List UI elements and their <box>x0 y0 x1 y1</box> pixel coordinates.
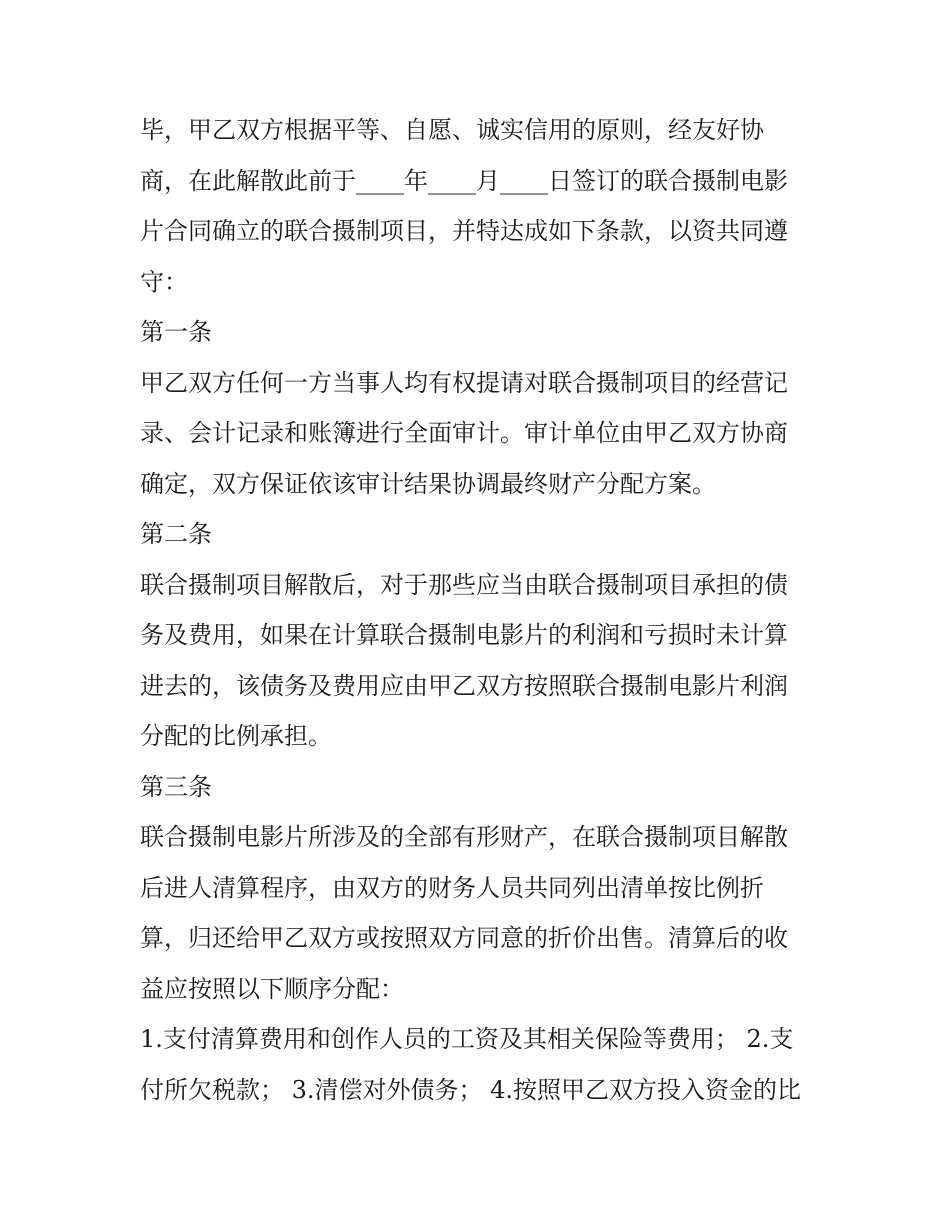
text-line: 守： <box>140 267 188 296</box>
article-heading-3: 第三条 <box>140 772 212 801</box>
text-line: 1.支付清算费用和创作人员的工资及其相关保险等费用； 2.支 <box>140 1025 794 1053</box>
text-line: 务及费用，如果在计算联合摄制电影片的利润和亏损时未计算 <box>140 621 788 649</box>
text-line: 联合摄制项目解散后，对于那些应当由联合摄制项目承担的债 <box>140 570 788 599</box>
article-heading-2: 第二条 <box>140 520 212 548</box>
text-line: 后进人清算程序，由双方的财务人员共同列出清单按比例折 <box>140 873 764 902</box>
text-line: 联合摄制电影片所涉及的全部有形财产，在联合摄制项目解散 <box>140 823 788 851</box>
text-line: 益应按照以下顺序分配： <box>140 974 404 1003</box>
document-body <box>140 105 820 1115</box>
text-line: 确定，双方保证依该审计结果协调最终财产分配方案。 <box>140 469 716 498</box>
text-line: 甲乙双方任何一方当事人均有权提请对联合摄制项目的经营记 <box>140 368 788 397</box>
text-line: 片合同确立的联合摄制项目，并特达成如下条款，以资共同遵 <box>140 217 788 245</box>
text-line: 分配的比例承担。 <box>140 722 332 750</box>
article-heading-1: 第一条 <box>140 318 212 346</box>
text-line: 付所欠税款； 3.清偿对外债务； 4.按照甲乙双方投入资金的比 <box>140 1075 802 1104</box>
text-line: 商，在此解散此前于____年____月____日签订的联合摄制电影 <box>140 166 788 195</box>
text-line: 算，归还给甲乙双方或按照双方同意的折价出售。清算后的收 <box>140 924 788 952</box>
text-line: 毕，甲乙双方根据平等、自愿、诚实信用的原则，经友好协 <box>140 116 764 144</box>
text-line: 进去的，该债务及费用应由甲乙双方按照联合摄制电影片利润 <box>140 671 788 700</box>
text-line: 录、会计记录和账簿进行全面审计。审计单位由甲乙双方协商 <box>140 419 788 447</box>
